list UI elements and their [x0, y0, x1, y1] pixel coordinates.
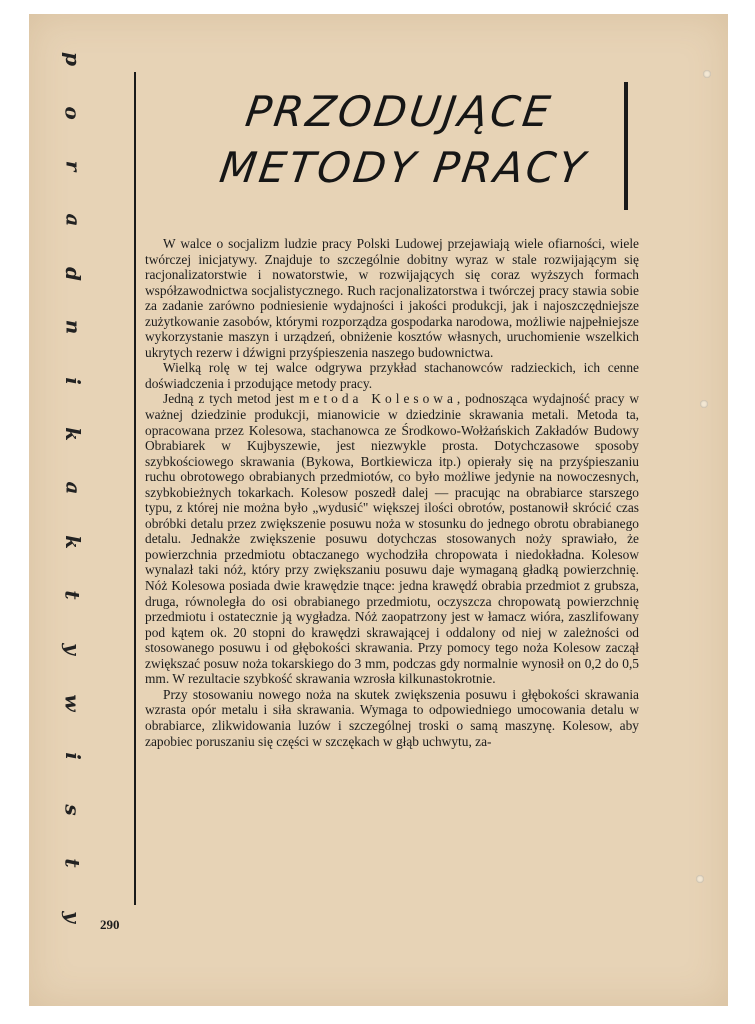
page-number: 290 — [100, 917, 120, 932]
side-title-letter: s — [60, 804, 85, 816]
side-title-poradnik-aktywisty — [55, 48, 91, 928]
paragraph-3-start: Jedną z tych metod jest — [163, 391, 300, 407]
side-title-letter: i — [60, 752, 85, 760]
punch-hole — [703, 70, 711, 78]
side-title-letter: y — [61, 911, 85, 923]
side-title-letter: y — [61, 643, 85, 655]
article-body — [145, 236, 639, 749]
side-title-letter: k — [60, 534, 85, 549]
punch-hole — [696, 875, 704, 883]
side-title-letter: a — [61, 213, 85, 227]
side-title-letter: k — [60, 427, 85, 442]
paragraph-1: W walce o socjalizm ludzie pracy Polski Ludowej przejawiają wiele ofiarności, wiele twórczej inicjatywy. Znajduje to szczególnie dobitny wyraz w stale rozwijającym się racjonalizatorstwie i nowatorstwie, w rozwijających się coraz wyższych formach współzawodnictwa socjalistycznego. Ruch racjonalizatorstwa i twórczej pracy stawia sobie za zadanie zarówno podniesienie wydajności i jakości produkcji, jak i najoszczędniejsze zużytkowanie zasobów, którymi rozporządza gospodarka narodowa, możliwie najpełniejsze wykorzystanie maszyn i urządzeń, obniżenie kosztów własnych, uruchomienie wszelkich ukrytych rezerw i dźwigni przyśpieszenia naszego budownictwa. — [145, 236, 639, 360]
side-title-letter: t — [61, 590, 85, 600]
method-name: metoda Kolesowa — [299, 391, 457, 407]
side-title-letter: p — [60, 52, 85, 66]
side-title-letter: i — [60, 376, 85, 385]
headline-line-1: PRZODUJĄCE — [242, 87, 556, 136]
side-title-letter: o — [61, 105, 85, 120]
article-headline — [216, 84, 632, 196]
paragraph-3-rest: , podnosząca wydajność pracy w ważnej dziedzinie produkcji, mianowicie w dziedzinie skrawania metali. Metoda ta, opracowana przez Kolesowa, stachanowca ze Środkowo-Wołżańskich Zakładów Budowy Obrabiarek w Kujbyszewie, jest niezwykle prosta. Dotychczasowe sposoby szybkościowego skrawania (Bykowa, Bortkiewicza itp.) opierały się na przyśpieszaniu ruchu obrotowego obrabianych przedmiotów, co było możliwe jedynie na nowoczesnych, szybkobieżnych tokarkach. Kolesow poszedł dalej — pracując na obrabiarce starszego typu, z której nie można było „wydusić" większej ilości obrotów, postanowił skrócić czas obróbki detalu przez zwiększenie posuwu noża w stosunku do jednego obrotu obrabianego detalu. Jednakże zwiększenie posuwu dotychczas stosowanych noży sprawiało, że powierzchnia przedmiotu obtaczanego wychodziła chropowata i niedokładna. Kolesow wynalazł taki nóż, który przy zwiększaniu posuwu daje wymaganą gładką powierzchnię. Nóż Kolesowa posiada dwie krawędzie tnące: jedna krawędź obrabia przedmiot z grubsza, druga, równoległa do osi obrabianego przedmiotu, oczyszcza chropowatą powierzchnię przedmiotu i ostatecznie ją wygładza. Nóż zaopatrzony jest w łamacz wióra, zaszlifowany pod kątem ok. 20 stopni do krawędzi skrawającej i oddalony od niej w zależności od stosowanego posuwu i od głębokości skrawania. Przy pomocy tego noża Kolesow zaczął zwiększać posuw noża tokarskiego do 3 mm, podczas gdy normalnie wynosił on 0,2 do 0,5 mm. W rezultacie szybkość skrawania wzrosła kilkunastokrotnie. — [145, 391, 639, 687]
vertical-rule-left — [134, 72, 136, 905]
paragraph-2: Wielką rolę w tej walce odgrywa przykład stachanowców radzieckich, ich cenne doświadczenia i przodujące metody pracy. — [145, 360, 639, 391]
paragraph-3 — [145, 391, 639, 686]
paragraph-4: Przy stosowaniu nowego noża na skutek zwiększenia posuwu i głębokości skrawania wzrasta opór metalu i siła skrawania. Wymaga to odpowiedniego umocowania detalu w obrabiarce, zlikwidowania luzów i szczególnej troski o samą maszynę. Kolesow, aby zapobiec poruszaniu się części w szczękach w głąb uchwytu, za- — [145, 686, 639, 749]
side-title-letter: t — [61, 858, 85, 868]
side-title-letter: d — [60, 266, 85, 281]
punch-hole — [700, 400, 708, 408]
side-title-letter: w — [61, 693, 85, 712]
headline-line-2: METODY PRACY — [216, 143, 591, 192]
side-title-letter: r — [60, 160, 85, 172]
side-title-letter: a — [61, 481, 85, 495]
side-title-letter: n — [60, 319, 85, 335]
